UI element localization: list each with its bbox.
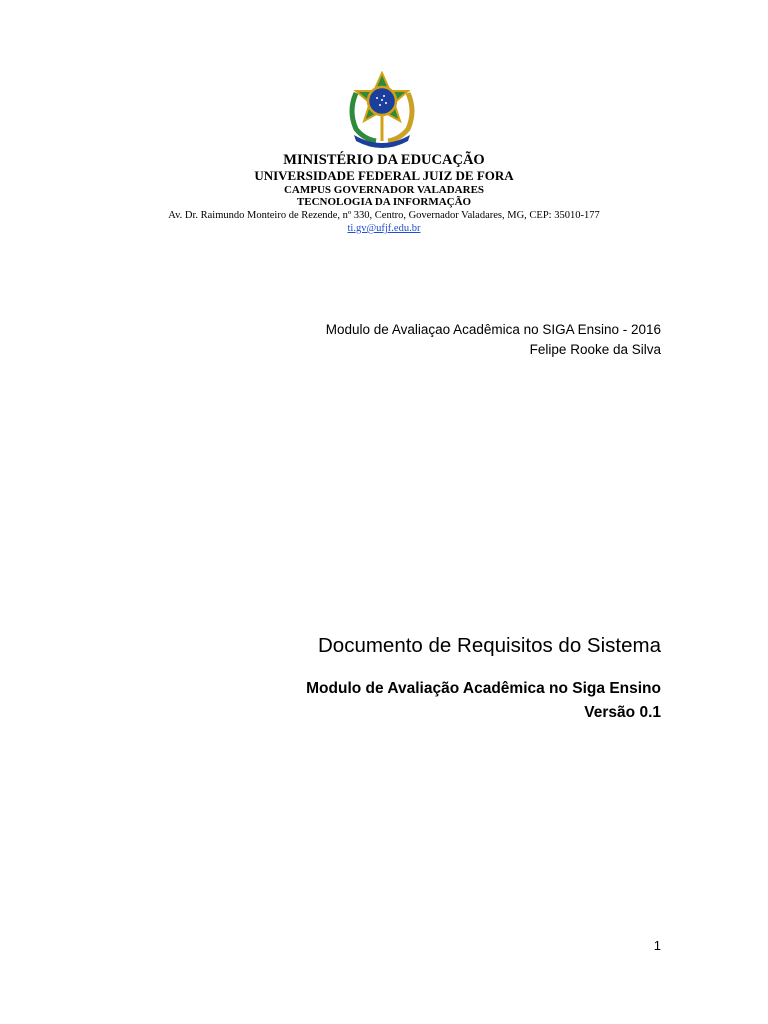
email-link[interactable]: ti.gv@ufjf.edu.br — [347, 222, 421, 234]
university-name: UNIVERSIDADE FEDERAL JUIZ DE FORA — [254, 167, 514, 183]
document-title: Documento de Requisitos do Sistema — [318, 634, 661, 657]
letterhead — [0, 152, 768, 235]
page-number: 1 — [653, 938, 661, 953]
project-meta — [326, 320, 661, 360]
project-name: Modulo de Avaliaçao Acadêmica no SIGA Ensino - 2016 — [325, 322, 661, 337]
email-line — [0, 223, 768, 235]
campus-name: CAMPUS GOVERNADOR VALADARES — [283, 183, 485, 196]
address: Av. Dr. Raimundo Monteiro de Rezende, nº 330, Centro, Governador Valadares, MG, CEP: 35010-177 — [168, 209, 600, 221]
document-version: Versão 0.1 — [584, 704, 661, 721]
author-name: Felipe Rooke da Silva — [529, 342, 661, 357]
ministry-name: MINISTÉRIO DA EDUCAÇÃO — [283, 152, 485, 168]
department-name: TECNOLOGIA DA INFORMAÇÃO — [296, 196, 472, 209]
document-subtitle: Modulo de Avaliação Acadêmica no Siga Ensino — [306, 680, 661, 697]
document-subtitle-block — [306, 677, 661, 725]
brazil-coat-of-arms-icon — [346, 71, 418, 149]
